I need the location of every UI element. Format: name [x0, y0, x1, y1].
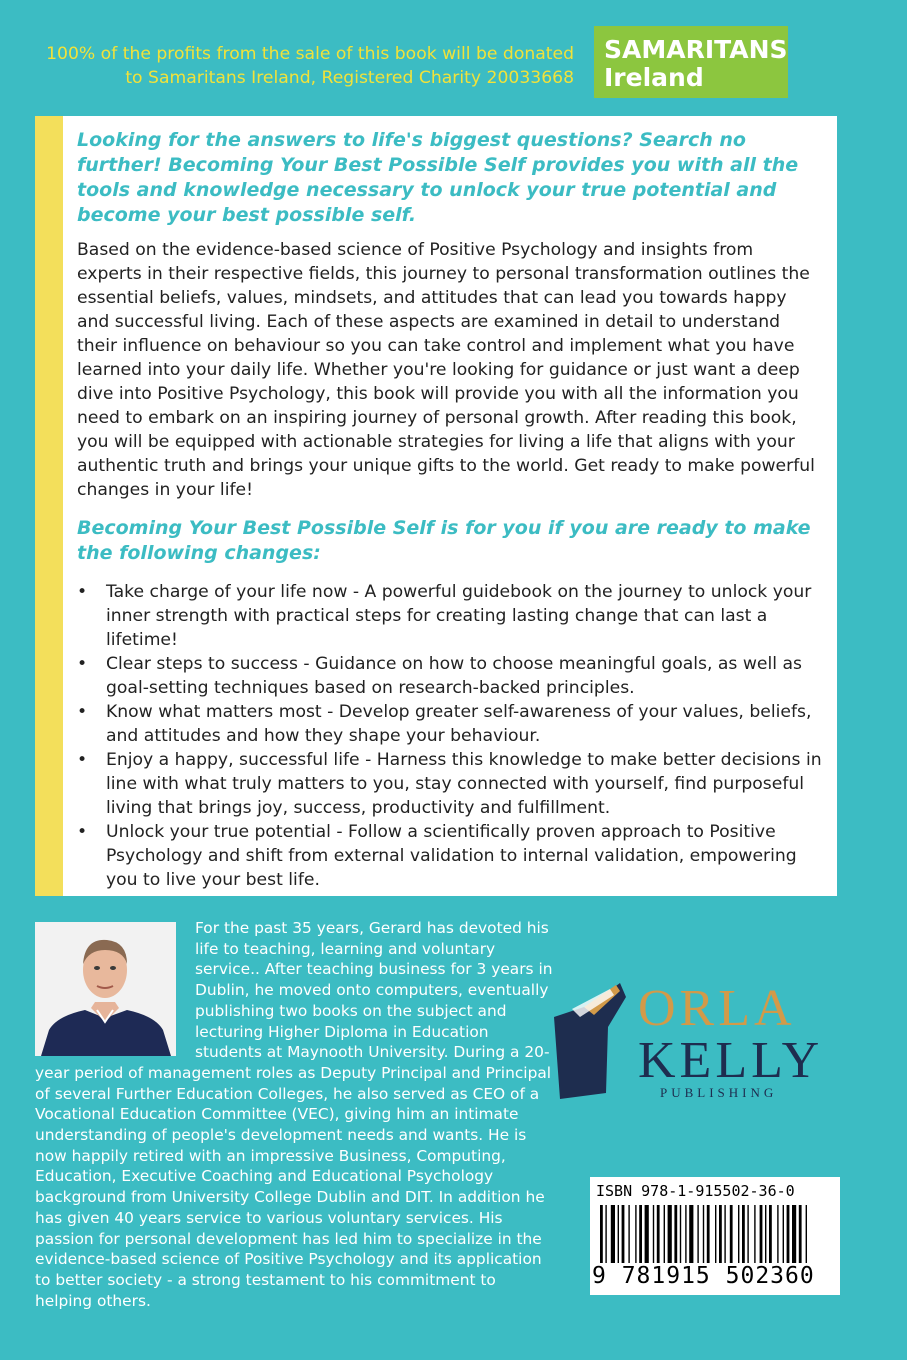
isbn-barcode [590, 1177, 840, 1295]
publisher-name-line-3: PUBLISHING [660, 1085, 778, 1100]
author-bio-text: For the past 35 years, Gerard has devoted his life to teaching, learning and voluntary service.. After teaching business for 3 years in Dublin, he moved onto computers, eventually publishing two books on the subject and lecturing Higher Diploma in Education students at Maynooth University. During a 20-year period of management roles as Deputy Principal and Principal of several Further Education Colleges, he also served as CEO of a Vocational Education Committee (VEC), giving him an intimate understanding of people's development needs and wants. He is now happily retired with an impressive Business, Computing, Education, Executive Coaching and Educational Psychology background from University College Dublin and DIT. In addition he has given 40 years service to various voluntary services. His passion for personal development has led him to specialize in the evidence-based science of Positive Psychology and its application to better society - a strong testament to his commitment to helping others. [35, 919, 553, 1310]
donation-line-2: to Samaritans Ireland, Registered Charity 20033668 [125, 68, 574, 88]
benefit-item: • Enjoy a happy, successful life - Harness this knowledge to make better decisions in line with what truly matters to you, stay connected with yourself, find purposeful living that brings joy, success, productivity and fulfillment. [77, 748, 822, 820]
barcode-bars [600, 1205, 830, 1265]
benefits-list [77, 580, 822, 892]
publisher-name-line-2: KELLY [638, 1032, 824, 1089]
publisher-logo [550, 975, 830, 1105]
isbn-label: ISBN 978-1-915502-36-0 [596, 1182, 795, 1200]
samaritans-logo-line-1: SAMARITANS [604, 35, 788, 64]
isbn-digits: 9 781915 502360 [592, 1263, 815, 1289]
publisher-name-line-1: ORLA [638, 980, 796, 1037]
blurb-panel [35, 116, 837, 896]
samaritans-ireland-logo [594, 26, 788, 98]
benefit-item: • Take charge of your life now - A powerful guidebook on the journey to unlock your inner strength with practical steps for creating lasting change that can last a lifetime! [77, 580, 822, 652]
benefit-item: • Know what matters most - Develop greater self-awareness of your values, beliefs, and attitudes and how they shape your behaviour. [77, 700, 822, 748]
publisher-logo-graphic [550, 975, 830, 1105]
blurb-body: Based on the evidence-based science of Positive Psychology and insights from experts in their respective fields, this journey to personal transformation outlines the essential beliefs, values, mindsets, and attitudes that can lead you towards happy and successful living. Each of these aspects are examined in detail to understand their influence on behaviour so you can take control and implement what you have learned into your daily life. Whether you're looking for guidance or just want a deep dive into Positive Psychology, this book will provide you with all the information you need to embark on an inspiring journey of personal growth. After reading this book, you will be equipped with actionable strategies for living a life that aligns with your authentic truth and brings your unique gifts to the world. Get ready to make powerful changes in your life! [77, 240, 815, 500]
benefit-item: • Clear steps to success - Guidance on how to choose meaningful goals, as well as goal-setting techniques based on research-backed principles. [77, 652, 822, 700]
donation-notice [20, 42, 574, 90]
benefit-item: • Unlock your true potential - Follow a scientifically proven approach to Positive Psychology and shift from external validation to internal validation, empowering you to live your best life. [77, 820, 822, 892]
panel-accent-bar [35, 116, 63, 896]
samaritans-logo-line-2: Ireland [604, 63, 704, 92]
blurb-list-heading: Becoming Your Best Possible Self is for you if you are ready to make the following changes: [77, 517, 811, 564]
author-bio [35, 918, 555, 1311]
blurb-intro: Looking for the answers to life's biggest questions? Search no further! Becoming Your Best Possible Self provides you with all the tools and knowledge necessary to unlock your true potential and become your best possible self. [77, 129, 799, 226]
donation-line-1: 100% of the profits from the sale of this book will be donated [46, 44, 574, 64]
blurb-content [77, 128, 822, 892]
